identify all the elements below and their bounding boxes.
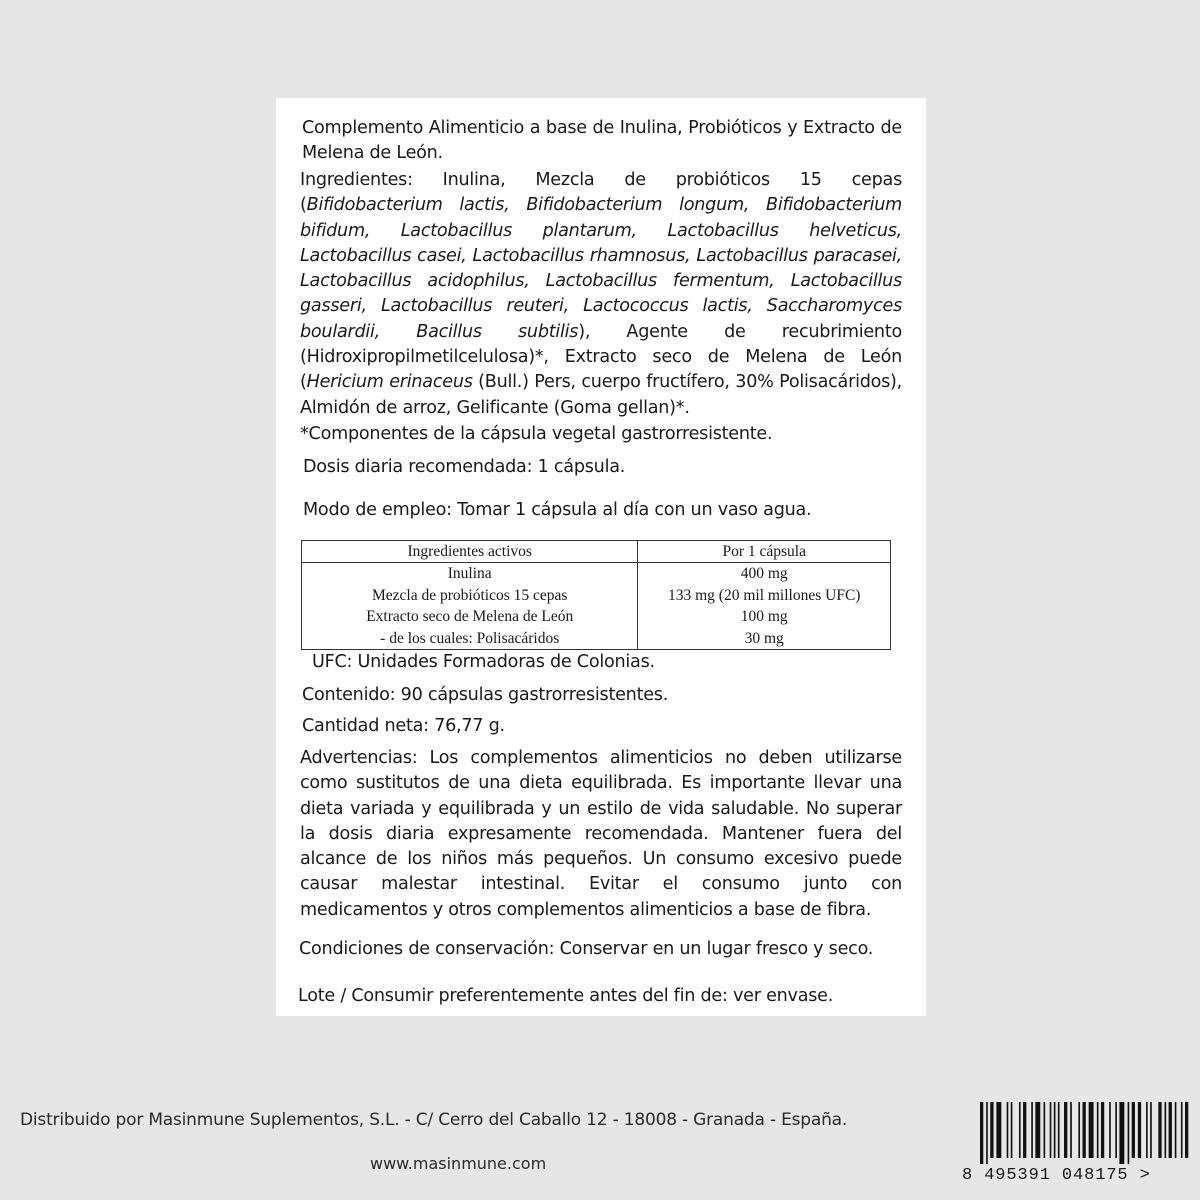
table-cell-ingredient: Extracto seco de Melena de León — [302, 606, 638, 627]
table-header: Ingredientes activos — [302, 541, 638, 563]
probiotic-strains: Bifidobacterium lactis, Bifidobacterium longum, Bifidobacterium bifidum, Lactobacillus plantarum, Lactobacillus helveticus, Lactobacillus casei, Lactobacillus rhamnosus, Lactobacillus paracasei, Lactobacillus acidophilus, Lactobacillus fermentum, Lactobacillus gasseri, Lactobacillus reuteri, Lactococcus lactis, Saccharomyces boulardii, Bacillus subtilis — [300, 195, 902, 342]
barcode-bar — [1146, 1102, 1148, 1158]
barcode-bar — [1165, 1102, 1167, 1158]
barcode-bar — [990, 1102, 993, 1158]
barcode-bar — [1050, 1102, 1052, 1158]
barcode-bar — [1083, 1102, 1086, 1158]
barcode-bar — [986, 1102, 988, 1164]
barcode-bar — [1078, 1102, 1080, 1158]
barcode-bar — [1175, 1102, 1177, 1158]
barcode-bar — [1054, 1102, 1056, 1158]
barcode-bar — [1101, 1102, 1104, 1158]
barcode-bar — [1019, 1102, 1021, 1158]
table-cell-amount: 100 mg — [638, 606, 891, 627]
table-row — [302, 627, 891, 649]
table-cell-amount: 400 mg — [638, 563, 891, 585]
website: www.masinmune.com — [370, 1154, 547, 1173]
barcode-bar — [1044, 1102, 1046, 1158]
barcode-bar — [1109, 1102, 1111, 1158]
table-row — [302, 585, 891, 606]
table-cell-amount: 133 mg (20 mil millones UFC) — [638, 585, 891, 606]
barcode-bar — [996, 1102, 1001, 1158]
barcode-bar — [980, 1102, 983, 1164]
daily-dose: Dosis diaria recomendada: 1 cápsula. — [303, 457, 626, 477]
barcode-bar — [1185, 1102, 1188, 1158]
barcode-digits: 8 495391 048175 > — [962, 1166, 1151, 1185]
barcode-bar — [1031, 1102, 1033, 1158]
ingredients-suffix: (Bull.) Pers, cuerpo fructífero, 30% Polisacáridos), Almidón de arroz, Gelificante (Goma gellan)*. — [300, 372, 903, 418]
barcode-bar — [1035, 1102, 1040, 1158]
distributor-info: Distribuido por Masinmune Suplementos, S.L. - C/ Cerro del Caballo 12 - 18008 - Granada - España. — [20, 1110, 848, 1130]
table-row — [302, 563, 891, 585]
warnings: Advertencias: Los complementos alimenticios no deben utilizarse como sustitutos de una dieta equilibrada. Es importante llevar una dieta variada y equilibrada y un estilo de vida saludable. No superar la dosis diaria expresamente recomendada. Mantener fuera del alcance de los niños más pequeños. Un consumo excesivo puede causar malestar intestinal. Evitar el consumo junto con medicamentos y otros complementos alimenticios a base de fibra. — [300, 748, 902, 920]
barcode-bar — [1007, 1102, 1009, 1158]
net-quantity: Cantidad neta: 76,77 g. — [302, 716, 505, 736]
capsule-note: *Componentes de la cápsula vegetal gastrorresistente. — [300, 424, 773, 444]
hericium-species: Hericium erinaceus — [306, 372, 473, 393]
barcode-bar — [1158, 1102, 1161, 1158]
barcode-bar — [1119, 1102, 1124, 1164]
barcode-bar — [1058, 1102, 1060, 1158]
active-ingredients-table — [301, 540, 891, 650]
barcode-bar — [1138, 1102, 1141, 1158]
contents: Contenido: 90 cápsulas gastrorresistentes. — [302, 685, 669, 705]
ingredients-middle: ), Agente de recubrimiento (Hidroxipropilmetilcelulosa)*, Extracto seco de Melena de León ( — [300, 321, 903, 393]
barcode-bar — [1169, 1102, 1172, 1158]
barcode-bar — [1011, 1102, 1013, 1158]
barcode-bar — [1023, 1102, 1026, 1158]
lot-info: Lote / Consumir preferentemente antes del fin de: ver envase. — [298, 986, 834, 1006]
table-row — [302, 606, 891, 627]
usage-instructions: Modo de empleo: Tomar 1 cápsula al día con un vaso agua. — [303, 500, 812, 520]
table-header-row — [302, 541, 891, 563]
barcode-bar — [1132, 1102, 1135, 1158]
barcode-bar — [1150, 1102, 1152, 1158]
barcode-bar — [1064, 1102, 1067, 1158]
table-header: Por 1 cápsula — [638, 541, 891, 563]
barcode-bar — [1089, 1102, 1094, 1158]
barcode-bar — [1070, 1102, 1072, 1158]
table-cell-ingredient: Inulina — [302, 563, 638, 585]
table-cell-ingredient: Mezcla de probióticos 15 cepas — [302, 585, 638, 606]
barcode-bars — [962, 1102, 1192, 1164]
table-cell-ingredient: - de los cuales: Polisacáridos — [302, 627, 638, 649]
product-description: Complemento Alimenticio a base de Inulina, Probióticos y Extracto de Melena de León. — [302, 118, 902, 164]
barcode-bar — [1128, 1102, 1130, 1164]
barcode-bar — [1115, 1102, 1117, 1158]
barcode-bar — [1181, 1102, 1183, 1158]
ingredients-paragraph — [300, 168, 902, 421]
table-cell-amount: 30 mg — [638, 627, 891, 649]
storage-conditions: Condiciones de conservación: Conservar en un lugar fresco y seco. — [299, 939, 874, 959]
ingredients-prefix: Ingredientes: Inulina, Mezcla de probióticos 15 cepas ( — [300, 170, 902, 216]
barcode-bar — [1097, 1102, 1099, 1158]
ufc-note: UFC: Unidades Formadoras de Colonias. — [312, 652, 655, 672]
barcode — [962, 1102, 1192, 1194]
